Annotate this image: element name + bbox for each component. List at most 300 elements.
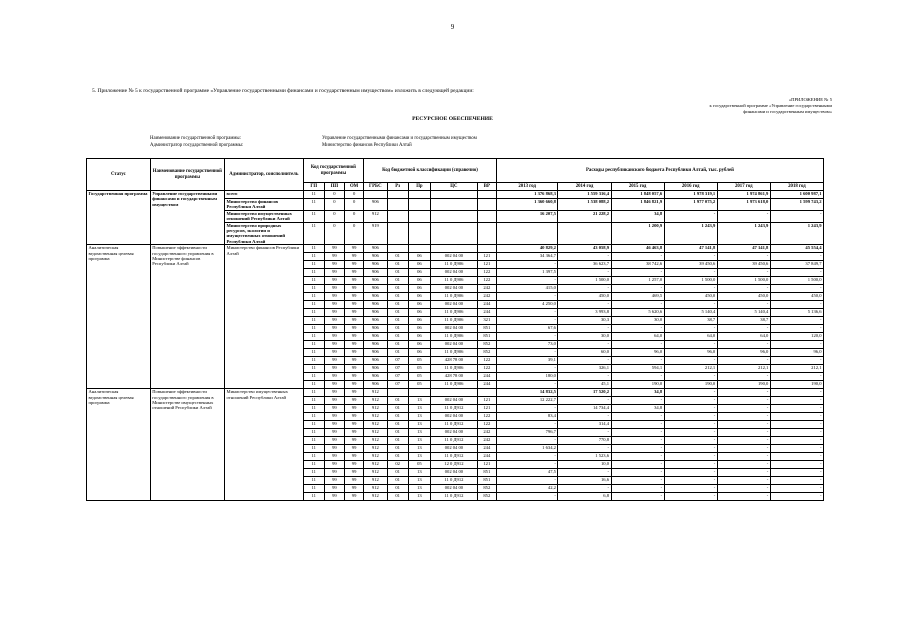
code-gp: 11	[303, 405, 324, 413]
value-2014	[558, 222, 611, 245]
code-cs: 428 78 00	[431, 373, 478, 381]
code-gp: 11	[303, 445, 324, 453]
table-row	[87, 389, 824, 397]
code-rz: 01	[387, 253, 408, 261]
value-2016: -	[664, 477, 717, 485]
value-2016: -	[664, 210, 717, 222]
code-pr	[408, 199, 430, 211]
value-2018: -	[770, 269, 823, 277]
value-2014: 3 993,8	[558, 309, 611, 317]
code-pr	[408, 210, 430, 222]
code-gp: 11	[303, 397, 324, 405]
value-2016: -	[664, 453, 717, 461]
value-2016: 1 978 319,1	[664, 191, 717, 199]
program-value: Управление государственными финансами и государственным имуществом	[322, 136, 477, 141]
code-rz: 01	[387, 349, 408, 357]
code-vr	[477, 245, 496, 253]
code-pr: 05	[408, 365, 430, 373]
value-2015: 1 848 057,6	[611, 191, 664, 199]
value-2017: 450,0	[717, 293, 770, 301]
code-om: 99	[345, 261, 364, 269]
code-vr: 121	[477, 461, 496, 469]
code-vr: 122	[477, 269, 496, 277]
code-grbs: 906	[364, 261, 387, 269]
code-vr: 244	[477, 381, 496, 389]
code-rz: 01	[387, 293, 408, 301]
value-2015: 5 620,6	[611, 309, 664, 317]
code-pp: 99	[324, 445, 344, 453]
code-grbs: 906	[364, 199, 387, 211]
value-2014: -	[558, 269, 611, 277]
code-cs	[431, 389, 478, 397]
code-grbs: 912	[364, 493, 387, 501]
code-pr: 06	[408, 261, 430, 269]
code-om: 99	[345, 365, 364, 373]
code-pr: 06	[408, 285, 430, 293]
value-2017: 1 974 861,9	[717, 191, 770, 199]
value-2016: 1 243,9	[664, 222, 717, 245]
code-om: 99	[345, 317, 364, 325]
code-cs: 11 0 Д906	[431, 365, 478, 373]
code-gp: 11	[303, 317, 324, 325]
code-om: 99	[345, 477, 364, 485]
value-2018: -	[770, 210, 823, 222]
code-rz: 07	[387, 357, 408, 365]
value-2018: 450,0	[770, 293, 823, 301]
value-2017: 1 973 618,0	[717, 199, 770, 211]
code-pp: 99	[324, 293, 344, 301]
value-2016: -	[664, 301, 717, 309]
header-gp: ГП	[303, 183, 324, 191]
value-2016: -	[664, 413, 717, 421]
code-cs: 002 04 00	[431, 429, 478, 437]
code-cs	[431, 210, 478, 222]
value-2017: -	[717, 341, 770, 349]
value-2016: -	[664, 357, 717, 365]
code-pp: 99	[324, 485, 344, 493]
value-2018: 45 554,4	[770, 245, 823, 253]
code-grbs: 906	[364, 269, 387, 277]
code-pr	[408, 191, 430, 199]
value-2014: -	[558, 253, 611, 261]
value-2017: 64,0	[717, 333, 770, 341]
code-pp: 99	[324, 453, 344, 461]
code-cs: 002 04 00	[431, 413, 478, 421]
code-cs: 11 0 Д906	[431, 349, 478, 357]
code-vr: 852	[477, 341, 496, 349]
value-2015: -	[611, 485, 664, 493]
value-2016: -	[664, 469, 717, 477]
value-2017: 190,0	[717, 381, 770, 389]
code-pr: 13	[408, 421, 430, 429]
code-rz: 01	[387, 405, 408, 413]
appendix-header	[620, 97, 832, 115]
code-rz: 01	[387, 421, 408, 429]
value-2013: 1 397,5	[496, 269, 558, 277]
code-pp: 99	[324, 397, 344, 405]
value-2014: -	[558, 413, 611, 421]
code-pp: 99	[324, 333, 344, 341]
code-rz	[387, 191, 408, 199]
value-2015: -	[611, 397, 664, 405]
value-2014: 36 623,7	[558, 261, 611, 269]
value-2015: -	[611, 453, 664, 461]
value-2016: 5 140,4	[664, 309, 717, 317]
code-pp: 99	[324, 493, 344, 501]
code-gp: 11	[303, 421, 324, 429]
value-2018: -	[770, 469, 823, 477]
code-om: 99	[345, 381, 364, 389]
value-2018: -	[770, 493, 823, 501]
value-2018: -	[770, 285, 823, 293]
code-pp: 99	[324, 429, 344, 437]
row-administrator: Министерство финансов Республики Алтай	[225, 199, 304, 211]
code-rz: 01	[387, 309, 408, 317]
value-2013: -	[496, 461, 558, 469]
value-2016: 96,0	[664, 349, 717, 357]
code-om: 99	[345, 357, 364, 365]
code-pp: 0	[324, 210, 344, 222]
code-pr: 06	[408, 317, 430, 325]
code-pp: 99	[324, 253, 344, 261]
code-grbs: 912	[364, 437, 387, 445]
value-2013: -	[496, 453, 558, 461]
code-om: 99	[345, 349, 364, 357]
code-grbs: 906	[364, 253, 387, 261]
code-gp: 11	[303, 477, 324, 485]
code-vr: 122	[477, 365, 496, 373]
value-2017: 96,0	[717, 349, 770, 357]
code-pp: 99	[324, 325, 344, 333]
code-gp: 11	[303, 261, 324, 269]
header-rz: Рз	[387, 183, 408, 191]
code-rz	[387, 389, 408, 397]
value-2015: -	[611, 357, 664, 365]
code-gp: 11	[303, 357, 324, 365]
code-om: 0	[345, 199, 364, 211]
code-om: 99	[345, 325, 364, 333]
code-om: 99	[345, 461, 364, 469]
code-cs: 11 0 Д906	[431, 277, 478, 285]
header-pp: ПП	[324, 183, 344, 191]
value-2015: 34,8	[611, 405, 664, 413]
value-2018: -	[770, 357, 823, 365]
code-om: 99	[345, 429, 364, 437]
code-cs: 002 04 00	[431, 301, 478, 309]
value-2018: 190,0	[770, 381, 823, 389]
value-2014: -	[558, 469, 611, 477]
value-2015: -	[611, 421, 664, 429]
value-2018: -	[770, 477, 823, 485]
value-2017: -	[717, 485, 770, 493]
document-title: РЕСУРСНОЕ ОБЕСПЕЧЕНИЕ	[412, 116, 493, 122]
code-rz: 01	[387, 317, 408, 325]
code-grbs: 912	[364, 421, 387, 429]
value-2013: -	[496, 277, 558, 285]
code-pp: 99	[324, 381, 344, 389]
code-vr: 122	[477, 277, 496, 285]
code-om: 99	[345, 293, 364, 301]
code-pr	[408, 245, 430, 253]
code-rz: 01	[387, 477, 408, 485]
value-2018: -	[770, 325, 823, 333]
code-cs: 11 0 Д912	[431, 453, 478, 461]
code-pr: 05	[408, 461, 430, 469]
value-2015: -	[611, 253, 664, 261]
code-gp: 11	[303, 437, 324, 445]
value-2015: -	[611, 461, 664, 469]
admin-meta	[150, 143, 412, 148]
code-om: 99	[345, 341, 364, 349]
code-pr: 13	[408, 493, 430, 501]
code-om: 99	[345, 333, 364, 341]
value-2013: -	[496, 309, 558, 317]
code-vr: 851	[477, 477, 496, 485]
code-cs	[431, 222, 478, 245]
code-grbs: 912	[364, 389, 387, 397]
code-rz: 07	[387, 373, 408, 381]
code-vr: 244	[477, 301, 496, 309]
value-2015: 190,0	[611, 381, 664, 389]
code-om: 99	[345, 373, 364, 381]
code-om: 0	[345, 191, 364, 199]
code-pp: 99	[324, 461, 344, 469]
value-2014: 14 734,4	[558, 405, 611, 413]
value-2016: -	[664, 405, 717, 413]
value-2015: 96,0	[611, 349, 664, 357]
value-2015: -	[611, 477, 664, 485]
code-pr: 05	[408, 357, 430, 365]
code-gp: 11	[303, 493, 324, 501]
code-grbs: 906	[364, 349, 387, 357]
code-pp: 99	[324, 373, 344, 381]
header-expenses: Расходы республиканского бюджета Республики Алтай, тыс. рублей	[496, 159, 823, 183]
code-rz: 01	[387, 437, 408, 445]
code-rz: 01	[387, 285, 408, 293]
value-2018: 212,1	[770, 365, 823, 373]
code-pp: 99	[324, 349, 344, 357]
code-rz: 01	[387, 301, 408, 309]
value-2017: 38,7	[717, 317, 770, 325]
code-om: 99	[345, 245, 364, 253]
code-pp: 99	[324, 437, 344, 445]
value-2018: -	[770, 405, 823, 413]
code-pr: 13	[408, 397, 430, 405]
value-2015: 34,8	[611, 210, 664, 222]
code-om: 99	[345, 485, 364, 493]
code-vr: 851	[477, 333, 496, 341]
value-2014: 450,0	[558, 293, 611, 301]
value-2015: 64,0	[611, 333, 664, 341]
value-2014: 314,4	[558, 421, 611, 429]
code-pr: 06	[408, 333, 430, 341]
value-2017: 5 140,4	[717, 309, 770, 317]
value-2018: -	[770, 253, 823, 261]
value-2014: 1 523,6	[558, 453, 611, 461]
code-pr: 05	[408, 381, 430, 389]
value-2016: 212,1	[664, 365, 717, 373]
value-2017: 1 500,0	[717, 277, 770, 285]
value-2016: -	[664, 389, 717, 397]
code-vr	[477, 389, 496, 397]
value-2013: 16 207,5	[496, 210, 558, 222]
value-2014: 45,1	[558, 381, 611, 389]
value-2014: -	[558, 397, 611, 405]
code-gp: 11	[303, 325, 324, 333]
value-2014: 21 228,2	[558, 210, 611, 222]
code-gp: 11	[303, 429, 324, 437]
row-administrator: Министерство природных ресурсов, экологии и имущественных отношений Республики Алтай	[225, 222, 304, 245]
value-2016: -	[664, 397, 717, 405]
code-cs	[431, 191, 478, 199]
value-2015: -	[611, 325, 664, 333]
code-gp: 11	[303, 381, 324, 389]
code-grbs: 906	[364, 317, 387, 325]
value-2017: -	[717, 437, 770, 445]
value-2013: 34 364,7	[496, 253, 558, 261]
code-vr: 242	[477, 437, 496, 445]
appendix-title: «ПРИЛОЖЕНИЕ № 5	[788, 97, 832, 102]
header-year-2016: 2016 год	[664, 183, 717, 191]
code-gp: 11	[303, 245, 324, 253]
value-2016: 190,0	[664, 381, 717, 389]
row-status: Аналитическая ведомственная целевая программа	[87, 245, 151, 389]
header-pr: Пр	[408, 183, 430, 191]
code-gp: 11	[303, 222, 324, 245]
value-2018: -	[770, 341, 823, 349]
value-2013: 1 634,2	[496, 445, 558, 453]
value-2013: -	[496, 365, 558, 373]
value-2014: 16,6	[558, 477, 611, 485]
value-2013: 67,6	[496, 325, 558, 333]
row-status: Государственная программа	[87, 191, 151, 245]
value-2016: -	[664, 253, 717, 261]
value-2015: -	[611, 285, 664, 293]
value-2014: -	[558, 429, 611, 437]
row-administrator: всего	[225, 191, 304, 199]
code-pp: 0	[324, 199, 344, 211]
code-pp: 99	[324, 261, 344, 269]
code-pr: 13	[408, 453, 430, 461]
code-pr: 06	[408, 325, 430, 333]
value-2013: 39,1	[496, 357, 558, 365]
value-2018: 96,0	[770, 349, 823, 357]
code-rz	[387, 222, 408, 245]
code-gp: 11	[303, 373, 324, 381]
code-grbs: 906	[364, 285, 387, 293]
value-2013: -	[496, 333, 558, 341]
value-2017: -	[717, 285, 770, 293]
value-2018: -	[770, 397, 823, 405]
code-pp: 0	[324, 191, 344, 199]
value-2013: -	[496, 381, 558, 389]
admin-label: Администратор государственной программы:	[150, 143, 244, 148]
value-2018: 1 500,0	[770, 277, 823, 285]
value-2017: -	[717, 373, 770, 381]
value-2015: 34,8	[611, 389, 664, 397]
value-2015: -	[611, 269, 664, 277]
code-om: 0	[345, 210, 364, 222]
value-2018: -	[770, 461, 823, 469]
code-grbs: 912	[364, 453, 387, 461]
header-admin: Администратор, соисполнитель	[225, 159, 304, 191]
code-rz	[387, 210, 408, 222]
code-vr: 122	[477, 413, 496, 421]
code-rz: 01	[387, 485, 408, 493]
code-pr: 13	[408, 429, 430, 437]
value-2013: 14 832,5	[496, 389, 558, 397]
code-om: 0	[345, 222, 364, 245]
code-rz: 01	[387, 453, 408, 461]
value-2015: -	[611, 437, 664, 445]
code-pr: 06	[408, 269, 430, 277]
code-cs: 11 0 Д906	[431, 261, 478, 269]
value-2014: 30,3	[558, 317, 611, 325]
value-2018: -	[770, 413, 823, 421]
value-2014: 43 058,9	[558, 245, 611, 253]
value-2017: 1 243,9	[717, 222, 770, 245]
intro-text: 5. Приложение № 5 к государственной программе «Управление государственными финансами и государственным имуществом» изложить в следующей редакции:	[92, 88, 474, 94]
row-program-name: Повышение эффективности государственного управления в Министерстве имущественных отношений Республики Алтай	[150, 389, 224, 501]
code-pp: 99	[324, 301, 344, 309]
value-2014: 10,0	[558, 461, 611, 469]
code-rz: 01	[387, 429, 408, 437]
code-vr: 244	[477, 445, 496, 453]
code-pr: 13	[408, 437, 430, 445]
code-pr: 06	[408, 277, 430, 285]
code-pr: 06	[408, 349, 430, 357]
value-2013: -	[496, 493, 558, 501]
row-administrator: Министерство имущественных отношений Республики Алтай	[225, 210, 304, 222]
code-om: 99	[345, 301, 364, 309]
code-grbs: 906	[364, 333, 387, 341]
value-2014: 6,8	[558, 493, 611, 501]
value-2018: -	[770, 421, 823, 429]
code-gp: 11	[303, 285, 324, 293]
code-pr: 13	[408, 413, 430, 421]
code-cs	[431, 199, 478, 211]
value-2016: -	[664, 373, 717, 381]
code-vr: 121	[477, 253, 496, 261]
code-grbs: 906	[364, 277, 387, 285]
code-gp: 11	[303, 210, 324, 222]
value-2016: -	[664, 445, 717, 453]
value-2013: 47,5	[496, 469, 558, 477]
code-grbs: 906	[364, 301, 387, 309]
value-2018: -	[770, 389, 823, 397]
code-rz: 01	[387, 341, 408, 349]
code-cs: 11 0 Д906	[431, 381, 478, 389]
code-vr: 244	[477, 373, 496, 381]
value-2013: 12 222,7	[496, 397, 558, 405]
value-2017: -	[717, 325, 770, 333]
value-2016: -	[664, 421, 717, 429]
code-gp: 11	[303, 389, 324, 397]
code-grbs: 912	[364, 445, 387, 453]
value-2016: -	[664, 325, 717, 333]
value-2017: -	[717, 421, 770, 429]
code-grbs: 912	[364, 461, 387, 469]
value-2014: -	[558, 325, 611, 333]
code-rz: 01	[387, 469, 408, 477]
code-pp: 99	[324, 405, 344, 413]
value-2015: -	[611, 445, 664, 453]
value-2013: 1 376 868,3	[496, 191, 558, 199]
code-om: 99	[345, 285, 364, 293]
code-grbs: 912	[364, 469, 387, 477]
code-cs	[431, 245, 478, 253]
code-grbs: 912	[364, 210, 387, 222]
